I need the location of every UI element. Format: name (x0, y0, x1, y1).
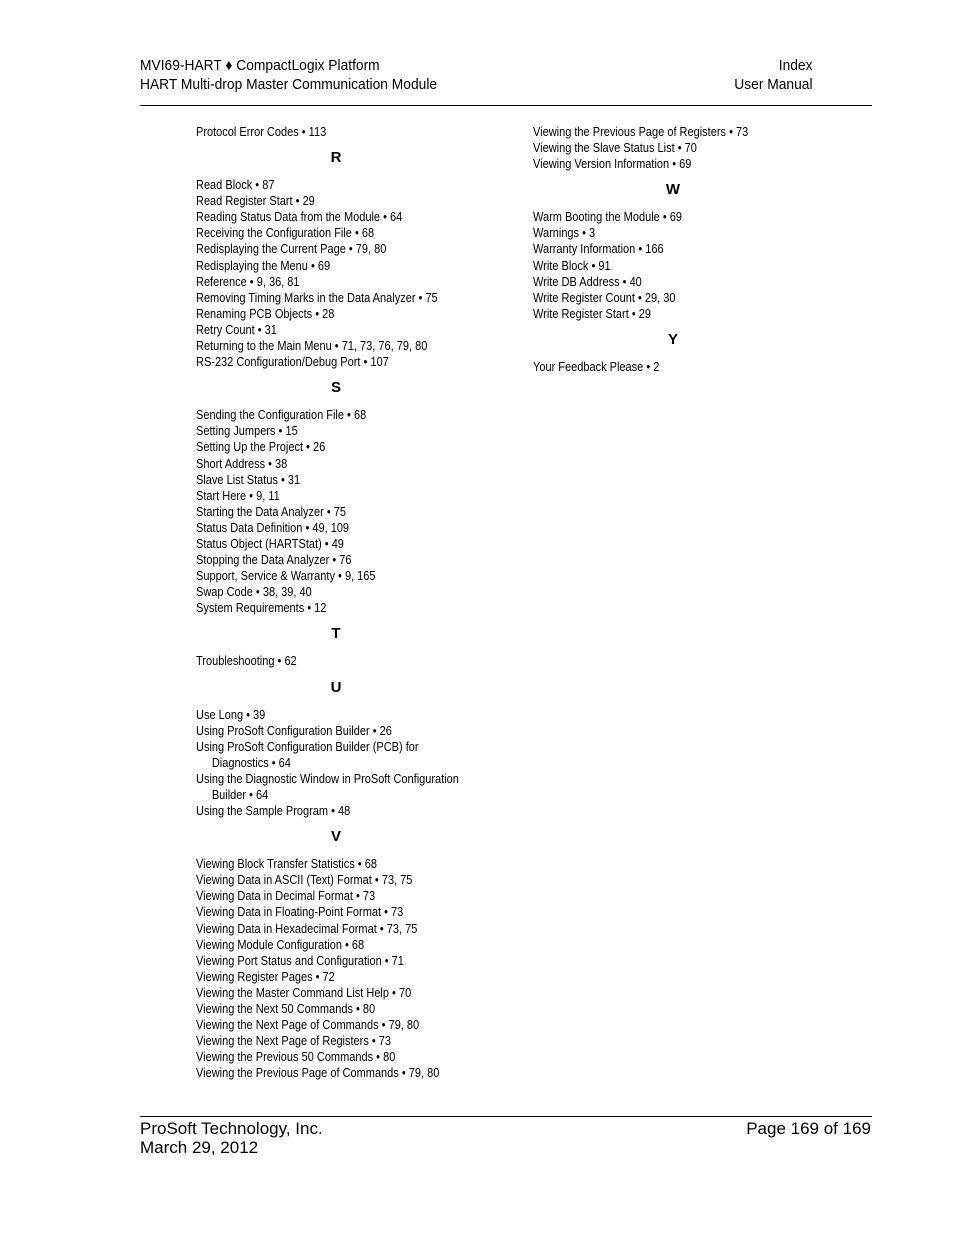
index-entry: Viewing the Next 50 Commands • 80 (196, 1002, 376, 1017)
footer-rule (140, 1116, 872, 1117)
index-entry: Your Feedback Please • 2 (533, 359, 660, 374)
index-section-letter: U (330, 678, 342, 696)
index-entry: Viewing the Slave Status List • 70 (533, 141, 697, 156)
index-entry: Write Block • 91 (533, 258, 611, 273)
publication-date: March 29, 2012 (140, 1138, 259, 1157)
index-entry: Setting Jumpers • 15 (196, 424, 298, 439)
index-entry: Stopping the Data Analyzer • 76 (196, 553, 352, 568)
index-entry: Removing Timing Marks in the Data Analyzer • 75 (196, 290, 438, 305)
index-entry: Viewing the Previous Page of Registers • 73 (533, 125, 749, 139)
index-entry: Sending the Configuration File • 68 (196, 408, 367, 423)
index-entry: Using the Sample Program • 48 (196, 804, 351, 819)
footer-left (140, 1119, 323, 1157)
page-number: Page 169 of 169 (746, 1119, 871, 1138)
index-entry: Slave List Status • 31 (196, 472, 301, 487)
index-entry: Setting Up the Project • 26 (196, 440, 326, 455)
index-section-letter: R (330, 149, 342, 167)
index-entry: RS-232 Configuration/Debug Port • 107 (196, 355, 389, 370)
product-title: MVI69-HART ♦ CompactLogix Platform (140, 57, 380, 74)
index-entry: Use Long • 39 (196, 707, 266, 722)
index-entry: Warnings • 3 (533, 226, 596, 241)
index-entry: Read Block • 87 (196, 178, 275, 193)
index-entry: Viewing Data in Decimal Format • 73 (196, 889, 376, 904)
index-entry: Using ProSoft Configuration Builder (PCB) for (196, 739, 419, 754)
index-entry: Status Data Definition • 49, 109 (196, 520, 350, 535)
index-entry: Viewing Data in Hexadecimal Format • 73, 75 (196, 921, 418, 936)
module-title: HART Multi-drop Master Communication Module (140, 76, 438, 93)
index-entry: Reading Status Data from the Module • 64 (196, 210, 403, 225)
index-section-letter: V (330, 828, 341, 846)
index-entry: Viewing the Next Page of Registers • 73 (196, 1034, 392, 1049)
index-section-letter: S (330, 379, 341, 397)
header-left (140, 56, 437, 94)
index-entry: Starting the Data Analyzer • 75 (196, 504, 346, 519)
index-entry: Short Address • 38 (196, 456, 288, 471)
index-entry: Viewing Module Configuration • 68 (196, 937, 365, 952)
index-entry: Retry Count • 31 (196, 322, 277, 337)
index-entry: Write DB Address • 40 (533, 274, 642, 289)
index-entry: Viewing Register Pages • 72 (196, 969, 335, 984)
index-entry: Viewing the Next Page of Commands • 79, 80 (196, 1018, 420, 1033)
index-entry: Status Object (HARTStat) • 49 (196, 536, 344, 551)
index-section-letter: T (331, 625, 341, 643)
index-entry: Using the Diagnostic Window in ProSoft Configuration (196, 771, 459, 786)
document-type: User Manual (734, 76, 813, 93)
index-entry: Returning to the Main Menu • 71, 73, 76, 79, 80 (196, 339, 428, 354)
index-entry: Write Register Start • 29 (533, 306, 651, 321)
index-section-letter: W (665, 181, 681, 199)
index-entry: Viewing Data in ASCII (Text) Format • 73, 75 (196, 873, 413, 888)
index-entry-continuation: Diagnostics • 64 (211, 755, 291, 770)
index-entry: Viewing Port Status and Configuration • 71 (196, 953, 404, 968)
index-entry: Warm Booting the Module • 69 (533, 210, 682, 225)
header-rule (140, 105, 872, 106)
index-entry: Viewing Version Information • 69 (533, 157, 692, 172)
index-entry: Viewing the Master Command List Help • 70 (196, 985, 412, 1000)
company-name: ProSoft Technology, Inc. (140, 1119, 323, 1138)
section-title: Index (778, 57, 813, 74)
index-entry: Viewing Data in Floating-Point Format • 73 (196, 905, 404, 920)
index-entry: Viewing Block Transfer Statistics • 68 (196, 857, 377, 872)
index-column-left (196, 124, 496, 1082)
index-entry: Receiving the Configuration File • 68 (196, 226, 375, 241)
index-entry: Read Register Start • 29 (196, 194, 315, 209)
index-entry: Protocol Error Codes • 113 (196, 125, 327, 139)
index-entry: Using ProSoft Configuration Builder • 26 (196, 723, 392, 738)
index-entry: Viewing the Previous 50 Commands • 80 (196, 1050, 396, 1065)
index-entry: Support, Service & Warranty • 9, 165 (196, 569, 376, 584)
index-entry: Swap Code • 38, 39, 40 (196, 585, 312, 600)
index-entry: Renaming PCB Objects • 28 (196, 306, 335, 321)
index-entry: Troubleshooting • 62 (196, 654, 297, 669)
index-column-right (533, 124, 833, 375)
index-entry: System Requirements • 12 (196, 601, 327, 616)
index-entry-continuation: Builder • 64 (211, 788, 269, 802)
index-entry: Reference • 9, 36, 81 (196, 274, 300, 289)
index-entry: Start Here • 9, 11 (196, 488, 280, 503)
index-entry: Redisplaying the Current Page • 79, 80 (196, 242, 387, 257)
header-right (734, 56, 812, 94)
index-entry: Redisplaying the Menu • 69 (196, 258, 331, 273)
index-entry: Write Register Count • 29, 30 (533, 290, 676, 305)
index-entry: Warranty Information • 166 (533, 242, 664, 257)
index-entry: Viewing the Previous Page of Commands • 79, 80 (196, 1066, 440, 1081)
index-section-letter: Y (667, 330, 678, 348)
